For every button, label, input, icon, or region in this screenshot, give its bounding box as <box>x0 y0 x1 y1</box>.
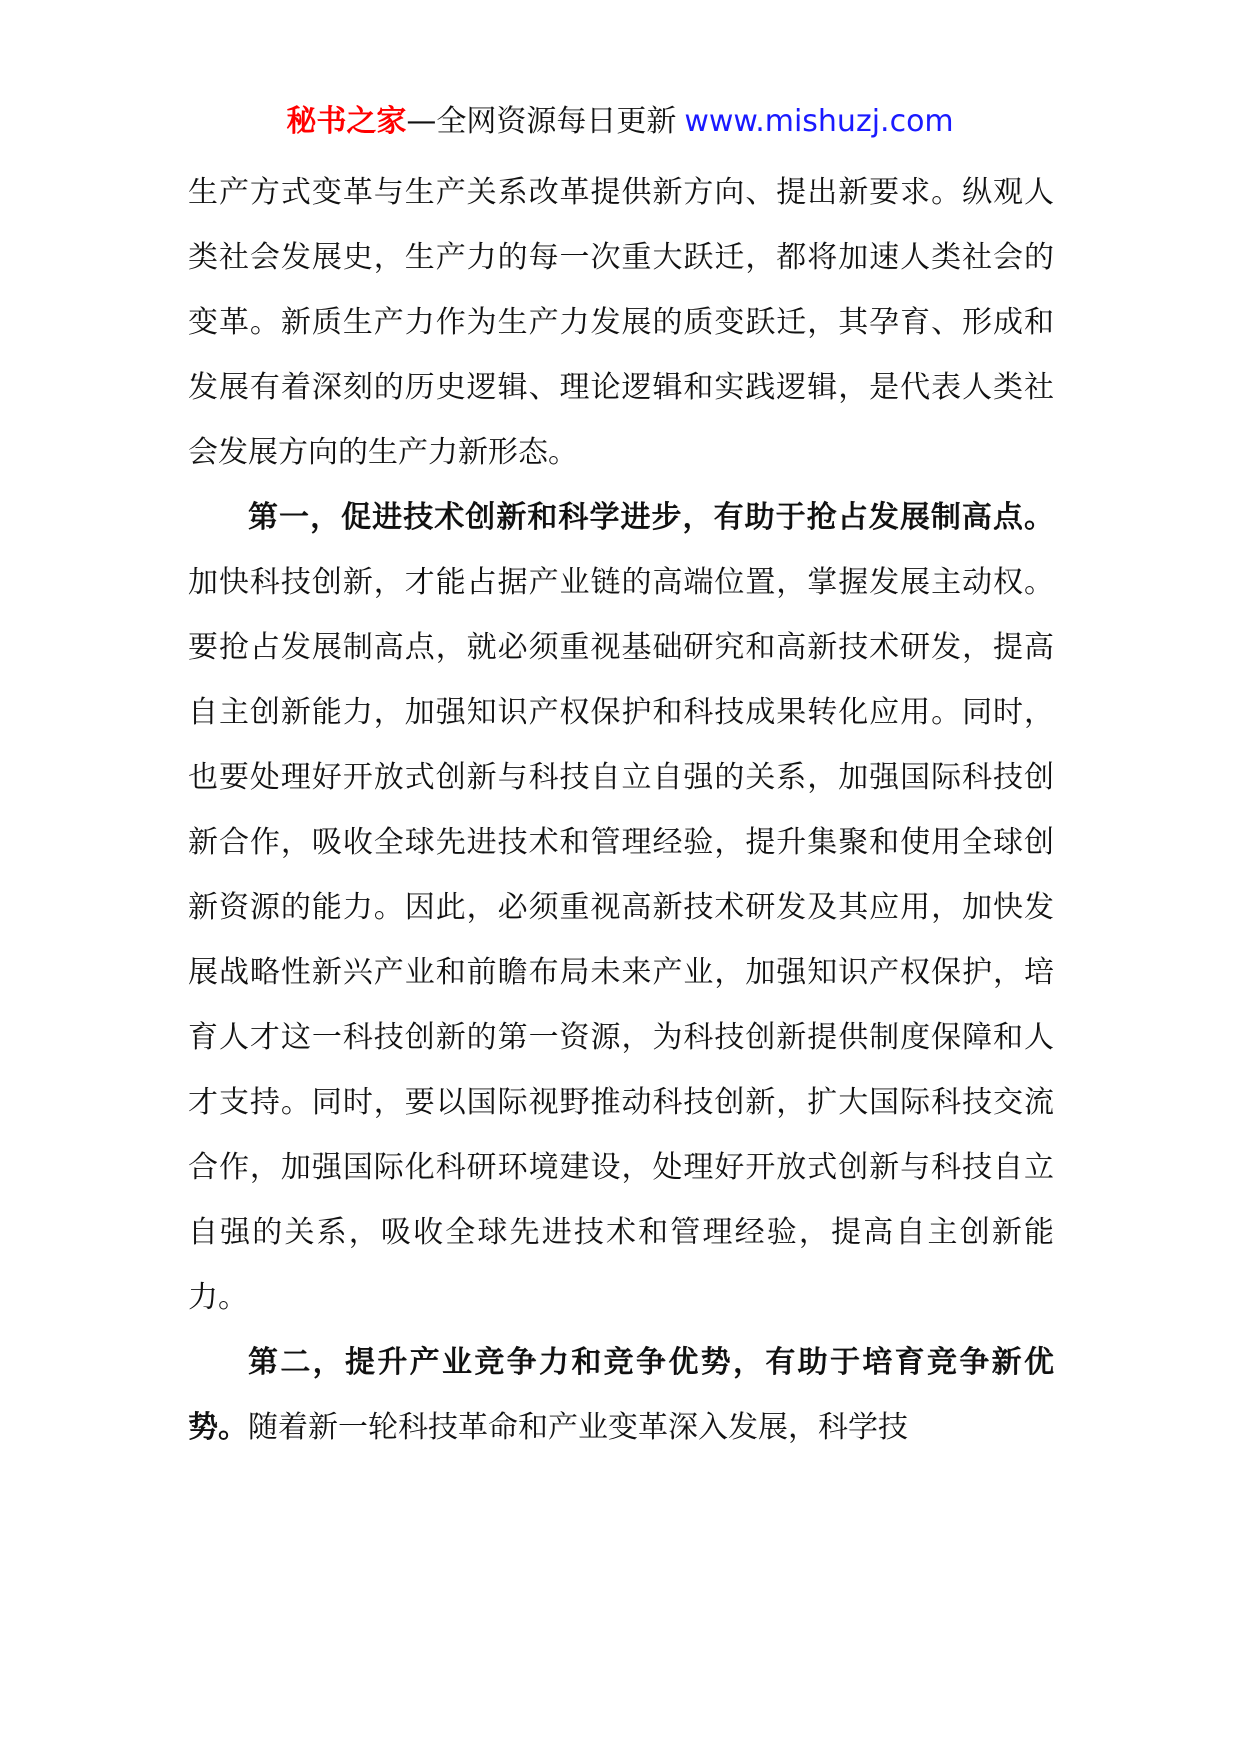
site-tagline: —全网资源每日更新 <box>406 104 677 139</box>
paragraph-second-point <box>188 1330 1054 1460</box>
site-brand: 秘书之家 <box>286 104 407 139</box>
paragraph-first-point <box>188 485 1054 1330</box>
document-header <box>0 100 1240 144</box>
paragraph-text: 加快科技创新，才能占据产业链的高端位置，掌握发展主动权。要抢占发展制高点，就必须重视基础研究和高新技术研发，提高自主创新能力，加强知识产权保护和科技成果转化应用。同时，也要处理好开放式创新与科技自立自强的关系，加强国际科技创新合作，吸收全球先进技术和管理经验，提升集聚和使用全球创新资源的能力。因此，必须重视高新技术研发及其应用，加快发展战略性新兴产业和前瞻布局未来产业，加强知识产权保护，培育人才这一科技创新的第一资源，为科技创新提供制度保障和人才支持。同时，要以国际视野推动科技创新，扩大国际科技交流合作，加强国际化科研环境建设，处理好开放式创新与科技自立自强的关系，吸收全球先进技术和管理经验，提高自主创新能力。 <box>188 565 1054 1315</box>
paragraph-text: 生产方式变革与生产关系改革提供新方向、提出新要求。纵观人类社会发展史，生产力的每一次重大跃迁，都将加速人类社会的变革。新质生产力作为生产力发展的质变跃迁，其孕育、形成和发展有着深刻的历史逻辑、理论逻辑和实践逻辑，是代表人类社会发展方向的生产力新形态。 <box>188 175 1054 470</box>
document-body <box>188 160 1054 1460</box>
paragraph-text: 随着新一轮科技革命和产业变革深入发展，科学技 <box>248 1410 908 1445</box>
paragraph-heading: 第一，促进技术创新和科学进步，有助于抢占发展制高点。 <box>248 500 1054 535</box>
paragraph-continuation <box>188 160 1054 485</box>
paragraph-heading: 第二，提升产业竞争力和竞争优势，有助于培育竞争新优势。 <box>188 1345 1054 1445</box>
site-url-link[interactable]: www.mishuzj.com <box>684 104 954 139</box>
